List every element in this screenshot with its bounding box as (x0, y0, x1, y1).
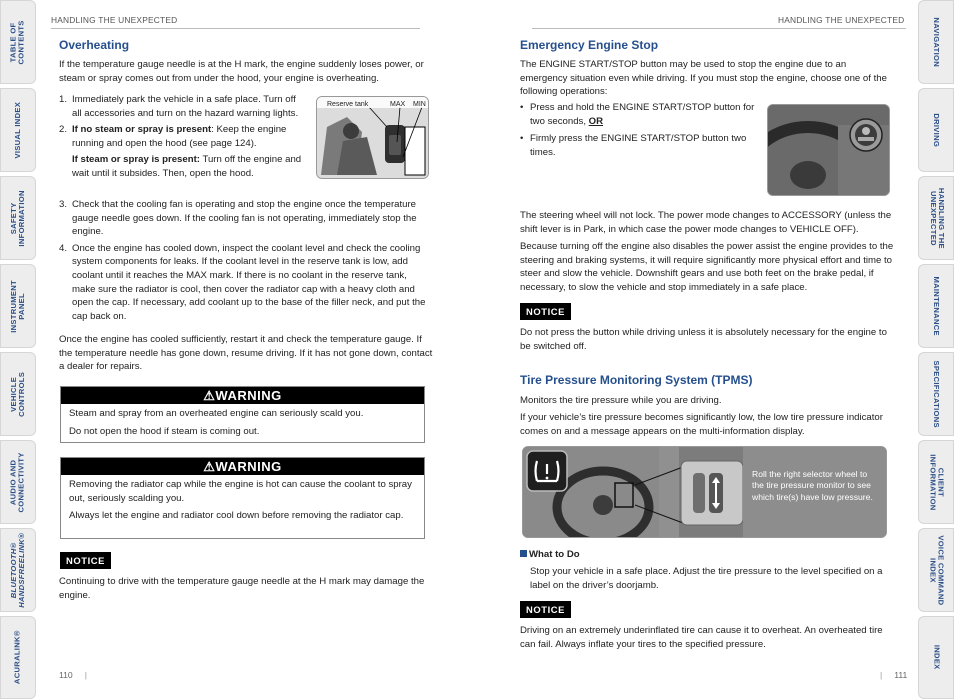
warning-body: Steam and spray from an overheated engine can seriously scald you. Do not open the hood if steam is coming out. (69, 408, 364, 437)
tab-handling-the-unexpected[interactable]: HANDLING THE UNEXPECTED (918, 176, 954, 260)
left-section-tabs (0, 0, 36, 699)
what-to-do-text: Stop your vehicle in a safe place. Adjust the tire pressure to the level specified on a label on the driver’s doorjamb. (530, 566, 883, 591)
overheating-title: Overheating (59, 38, 130, 52)
tab-specifications[interactable]: SPECIFICATIONS (918, 352, 954, 436)
tab-visual-index[interactable]: VISUAL INDEX (0, 88, 36, 172)
page-number-left: 110 | (59, 670, 87, 680)
tab-safety-information[interactable]: SAFETY INFORMATION (0, 176, 36, 260)
overheating-after-text: Once the engine has cooled sufficiently, restart it and check the temperature gauge. If the temperature needle has gone down, resume driving. If it has not gone down, contact a dealer for repairs. (59, 334, 433, 373)
right-running-head: HANDLING THE UNEXPECTED (778, 15, 905, 25)
left-header-rule (51, 28, 420, 29)
tpms-intro-1: Monitors the tire pressure while you are driving. (520, 395, 722, 406)
tab-client-information[interactable]: CLIENT INFORMATION (918, 440, 954, 524)
emergency-para-1: The steering wheel will not lock. The power mode changes to ACCESSORY (unless the shift lever is in Park, in which case the power mode changes to VEHICLE OFF). (520, 210, 892, 235)
what-to-do-heading: What to Do (520, 548, 580, 562)
warning-triangle-icon: ⚠ (203, 388, 216, 403)
reserve-tank-label: Reserve tank (327, 101, 369, 108)
step-2-sub: If steam or spray is present: Turn off the engine and wait until it subsides. Then, open the hood. (72, 154, 302, 179)
tpms-image-caption: Roll the right selector wheel to the tire pressure monitor to see which tire(s) have low pressure. (752, 469, 873, 502)
warning-box-radiator (60, 457, 425, 539)
warning-header: ⚠WARNING (61, 387, 424, 404)
coolant-reserve-tank-image (316, 96, 429, 179)
section-square-icon (520, 550, 527, 557)
tpms-intro-2: If your vehicle’s tire pressure becomes significantly low, the low tire pressure indicator comes on and a message appears on the multi-information display. (520, 412, 883, 437)
tab-table-of-contents[interactable]: TABLE OF CONTENTS (0, 0, 36, 84)
notice-text-overheating: Continuing to drive with the temperature gauge needle at the H mark may damage the engine. (59, 576, 425, 601)
option-press-twice: • Firmly press the ENGINE START/STOP button two times. (520, 133, 747, 158)
tab-navigation[interactable]: NAVIGATION (918, 0, 954, 84)
tab-acuralink[interactable]: ACURALINK® (0, 616, 36, 699)
notice-label-emergency: NOTICE (520, 303, 571, 320)
warning-body: Removing the radiator cap while the engine is hot can cause the coolant to spray out, seriously scalding you. Always let the engine and radiator cool down before removing the radiator cap. (69, 479, 412, 522)
notice-label-tpms: NOTICE (520, 601, 571, 618)
warning-triangle-icon: ⚠ (203, 459, 216, 474)
notice-text-tpms: Driving on an extremely underinflated tire can cause it to overheat. An overheated tire can fail. Always inflate your tires to the specified pressure. (520, 625, 883, 650)
emergency-stop-options (520, 101, 758, 163)
emergency-stop-title: Emergency Engine Stop (520, 38, 659, 52)
warning-header: ⚠WARNING (61, 458, 424, 475)
right-header-rule (532, 28, 906, 29)
tpms-indicator-image (522, 446, 887, 538)
tab-voice-command-index[interactable]: VOICE COMMAND INDEX (918, 528, 954, 612)
emergency-para-2: Because turning off the engine also disables the power assist the engine provides to the steering and braking systems, it will require significantly more physical effort and time to steer and slow the vehicle. Downshift gears and use both feet on the brake pedal, if necessary, to slow the vehicle and stop immediately in a safe place. (520, 241, 894, 293)
step-3: 3. Check that the cooling fan is operating and stop the engine once the temperature gauge needle goes down. If the cooling fan is not operating, immediately stop the engine. (59, 199, 417, 238)
step-4: 4. Once the engine has cooled down, inspect the coolant level and check the cooling system components for leaks. If the coolant level in the reserve tank is low, add coolant until it reaches the MAX mark. If there is no coolant in the reserve tank, make sure the radiator is cool, then cover the radiator cap with a heavy cloth and open the cap. If necessary, add coolant up to the base of the filler neck, and put the cap back on. (59, 242, 426, 322)
left-running-head: HANDLING THE UNEXPECTED (51, 15, 178, 25)
min-label: MIN (413, 101, 426, 108)
tab-driving[interactable]: DRIVING (918, 88, 954, 172)
steering-wheel-illustration (768, 105, 890, 196)
max-label: MAX (390, 101, 406, 108)
right-section-tabs (918, 0, 954, 699)
option-press-and-hold: • Press and hold the ENGINE START/STOP button for two seconds, OR (520, 102, 755, 127)
engine-start-stop-image (767, 104, 890, 196)
emergency-stop-intro: The ENGINE START/STOP button may be used to stop the engine due to an emergency situation even while driving. If you must stop the engine, choose one of the following operations: (520, 59, 887, 98)
notice-text-emergency: Do not press the button while driving unless it is absolutely necessary for the engine to be switched off. (520, 327, 887, 352)
step-2: 2. If no steam or spray is present: Keep the engine running and open the hood (see page 124). If steam or spray is present: Turn off the engine and wait until it subsides. Then, open the hood. (59, 124, 302, 179)
notice-label-overheating: NOTICE (60, 552, 111, 569)
tab-vehicle-controls[interactable]: VEHICLE CONTROLS (0, 352, 36, 436)
step-1: 1. Immediately park the vehicle in a safe place. Turn off all accessories and turn on the hazard warning lights. (59, 94, 299, 119)
tab-maintenance[interactable]: MAINTENANCE (918, 264, 954, 348)
warning-box-steam (60, 386, 425, 443)
tab-bluetooth-handsfreelink[interactable]: BLUETOOTH® HANDSFREELINK® (0, 528, 36, 612)
overheating-steps-top (59, 93, 302, 184)
overheating-steps-bottom (59, 198, 429, 326)
overheating-intro: If the temperature gauge needle is at the H mark, the engine suddenly loses power, or steam or spray comes out from under the hood, your engine is overheating. (59, 59, 424, 84)
tab-audio-and-connectivity[interactable]: AUDIO AND CONNECTIVITY (0, 440, 36, 524)
tab-index[interactable]: INDEX (918, 616, 954, 699)
tab-instrument-panel[interactable]: INSTRUMENT PANEL (0, 264, 36, 348)
page-number-right: | 111 (880, 670, 908, 680)
tpms-title: Tire Pressure Monitoring System (TPMS) (520, 373, 753, 387)
